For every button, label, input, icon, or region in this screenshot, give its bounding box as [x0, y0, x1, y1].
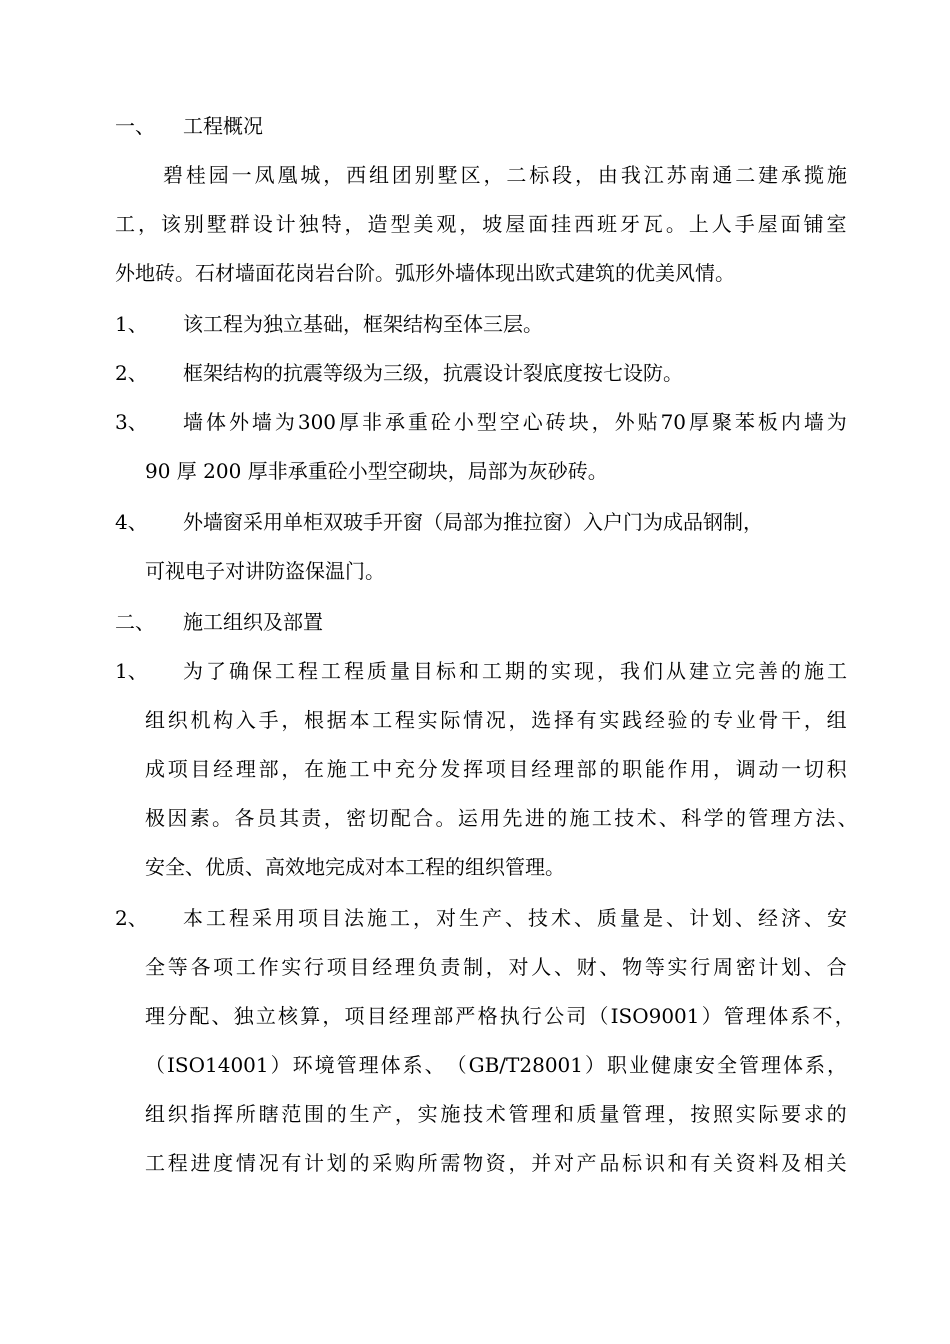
- list-item-2-1-cont: [0, 754, 950, 784]
- list-marker: 3、: [115, 410, 148, 434]
- list-item-2-2-cont: [0, 1001, 950, 1031]
- list-marker: 1、: [115, 659, 148, 683]
- section-2-heading: [0, 607, 950, 637]
- list-item-2-2-cont: [0, 1050, 950, 1080]
- list-marker: 4、: [115, 510, 148, 534]
- paragraph-text: 碧 桂 园 一 凤 凰 城 ， 西 组 团 别 墅 区 ， 二 标 段 ， 由 我 江 苏 南 通 二 建 承 揽 施: [163, 163, 847, 187]
- list-text: 工 程 进 度 情 况 有 计 划 的 采 购 所 需 物 资 ， 并 对 产 品 标 识 和 有 关 资 料 及 相 关: [145, 1151, 847, 1175]
- list-text: 框架结构的抗震等级为三级，抗震设计裂底度按七设防。: [183, 361, 683, 385]
- list-text: 极 因 素 。 各 员 其 责 ， 密 切 配 合 。 运 用 先 进 的 施 工 技 术 、 科 学 的 管 理 方 法 、: [145, 806, 858, 830]
- list-item-1-2: [0, 358, 950, 388]
- list-text: 可视电子对讲防盗保温门。: [145, 559, 385, 583]
- list-item-1-3: [0, 407, 950, 437]
- section-1-heading: [0, 111, 950, 141]
- list-item-2-2-cont: [0, 1099, 950, 1129]
- list-text: 成 项 目 经 理 部 ， 在 施 工 中 充 分 发 挥 项 目 经 理 部 的 职 能 作 用 ， 调 动 一 切 积: [145, 757, 847, 781]
- list-text: 安全、优质、高效地完成对本工程的组织管理。: [145, 855, 565, 879]
- list-marker: 2、: [115, 361, 148, 385]
- list-text: 该工程为独立基础，框架结构至体三层。: [183, 312, 543, 336]
- list-item-1-3-cont: [0, 456, 950, 486]
- intro-line-2: [0, 209, 950, 239]
- list-text: 本 工 程 采 用 项 目 法 施 工 ， 对 生 产 、 技 术 、 质 量 是 、 计 划 、 经 济 、 安: [183, 906, 847, 930]
- intro-line-3: [0, 258, 950, 288]
- section-marker: 二、: [115, 610, 155, 634]
- section-title: 施工组织及部置: [183, 610, 323, 634]
- list-item-2-2-cont: [0, 952, 950, 982]
- list-text: （ ISO14001 ） 环 境 管 理 体 系 、 （ GB/T28001 ） 职 业 健 康 安 全 管 理 体 系 ，: [145, 1053, 847, 1077]
- list-text: 为 了 确 保 工 程 工 程 质 量 目 标 和 工 期 的 实 现 ， 我 们 从 建 立 完 善 的 施 工: [183, 659, 847, 683]
- list-text: 墙 体 外 墙 为 300 厚 非 承 重 砼 小 型 空 心 砖 块 ， 外 贴 70 厚 聚 苯 板 内 墙 为: [183, 410, 847, 434]
- list-text: 组 织 指 挥 所 瞎 范 围 的 生 产 ， 实 施 技 术 管 理 和 质 量 管 理 ， 按 照 实 际 要 求 的: [145, 1102, 847, 1126]
- list-item-2-1-cont: [0, 705, 950, 735]
- list-item-1-1: [0, 309, 950, 339]
- list-item-2-1-cont: [0, 852, 950, 882]
- list-marker: 2、: [115, 906, 148, 930]
- list-text: 全 等 各 项 工 作 实 行 项 目 经 理 负 责 制 ， 对 人 、 财 、 物 等 实 行 周 密 计 划 、 合: [145, 955, 847, 979]
- paragraph-text: 工 ， 该 别 墅 群 设 计 独 特 ， 造 型 美 观 ， 坡 屋 面 挂 西 班 牙 瓦 。 上 人 手 屋 面 铺 室: [115, 212, 847, 236]
- list-text: 组 织 机 构 入 手 ， 根 据 本 工 程 实 际 情 况 ， 选 择 有 实 践 经 验 的 专 业 骨 干 ， 组: [145, 708, 847, 732]
- section-title: 工程概况: [183, 114, 263, 138]
- list-item-2-1: [0, 656, 950, 686]
- paragraph-text: 外地砖。石材墙面花岗岩台阶。弧形外墙体现出欧式建筑的优美风情。: [115, 261, 735, 285]
- list-text: 外墙窗采用单柜双玻手开窗（局部为推拉窗）入户门为成品钢制，: [183, 510, 763, 534]
- list-text: 理 分 配 、 独 立 核 算 ， 项 目 经 理 部 严 格 执 行 公 司 （ ISO9001 ） 管 理 体 系 不 ，: [145, 1004, 855, 1028]
- list-marker: 1、: [115, 312, 148, 336]
- list-text: 90 厚 200 厚非承重砼小型空砌块，局部为灰砂砖。: [145, 459, 608, 483]
- list-item-2-2-cont: [0, 1148, 950, 1178]
- list-item-2-2: [0, 903, 950, 933]
- section-marker: 一、: [115, 114, 155, 138]
- list-item-1-4-cont: [0, 556, 950, 586]
- list-item-2-1-cont: [0, 803, 950, 833]
- list-item-1-4: [0, 507, 950, 537]
- intro-line-1: [0, 160, 950, 190]
